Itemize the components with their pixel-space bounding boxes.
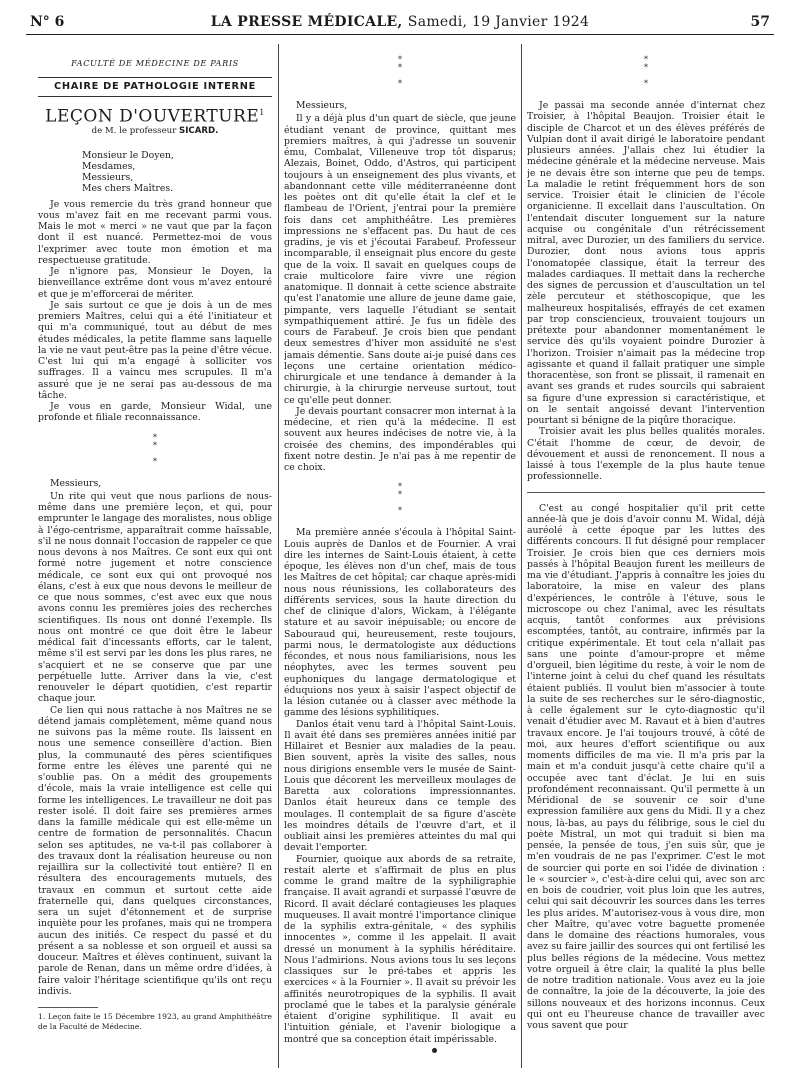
paragraph: Je n'ignore pas, Monsieur le Doyen, la bienveillance extrême dont vous m'avez entouré et que je m'efforcerai de mériter.	[38, 266, 272, 300]
footnote-rule	[38, 1007, 98, 1008]
paragraph: Je passai ma seconde année d'internat chez Troisier, à l'hôpital Beaujon. Troisier était le disciple de Charcot et un des élèves préférés de Vulpian dont il avait dirigé le laboratoire pendant plusieurs années. J'allais chez lui étudier la médecine générale et la médecine nerveuse. Mais je ne devais être son interne que peu de temps. La maladie le retint fréquemment hors de son service. Troisier était le clinicien de l'école organicienne. Il excellait dans l'auscultation. On l'entendait discuter longuement sur la nature acquise ou congénitale d'un rétrécissement mitral, avec Durozier, un des familiers du service. Durozier, dont nous avions tous appris l'onomatopée classique, était la terreur des malades cardiaques. Il mettait dans la recherche des signes de percussion et d'auscultation un tel zèle percuteur et stéthoscopique, que les malheureux hospitalisés, effrayés de cet examen par trop consciencieux, trouvaient toujours un prétexte pour abandonner momentanément le service dès qu'ils voyaient poindre Durozier à l'horizon. Troisier n'aimait pas la médecine trop agissante et quand il fallait pratiquer une simple thoracentèse, son front se plissait, il ramenait en avant ses grands et rudes sourcils qui sabraient sa figure d'une expression si caractéristique, et on le sentait angoissé devant l'intervention pourtant si bénigne de la piqûre thoracique.	[527, 100, 765, 426]
paragraph: Danlos était venu tard à l'hôpital Saint-Louis. Il avait été dans ses premières années initié par Hillairet et Besnier aux maladies de la peau. Bien souvent, après la visite des salles, nous nous dirigions ensemble vers le musée de Saint-Louis que décorent les merveilleux moulages de Baretta aux colorations impressionnantes. Danlos était heureux dans ce temple des moulages. Il contemplait de sa figure d'ascète les moindres détails de l'œuvre d'art, et il oubliait ainsi les premières atteintes du mal qui devait l'emporter.	[284, 718, 516, 854]
paragraph: C'est au congé hospitalier qu'il prit cette année-là que je dois d'avoir connu M. Widal, déjà auréolé à cette époque par les luttes des différents concours. Il fut désigné pour remplacer Troisier. Je crois bien que ces derniers mois passés à l'hôpital Beaujon furent les meilleurs de ma vie d'étudiant. J'appris à connaître les joies du laboratoire, la mise en valeur des plans d'expériences, le contrôle à l'étuve, sous le microscope ou chez l'animal, avec les résultats acquis, tantôt conformes aux prévisions escomptées, tantôt, au contraire, infirmés par la critique expérimentale. Et tout cela n'allait pas sans une pointe d'amour-propre et même d'orgueil, bien légitime du reste, à voir le nom de l'interne joint à celui du chef quand les résultats étaient publiés. Il voulut bien m'associer à toute la suite de ses recherches sur le séro-diagnostic, à celle également sur le cyto-diagnostic qu'il venait d'étudier avec M. Ravaut et à bien d'autres travaux encore. Je l'ai toujours trouvé, à côté de moi, aux heures d'effort scientifique ou aux moments difficiles de ma vie. Il m'a pris par la main et m'a conduit jusqu'à cette chaire qu'il a occupée avec tant d'éclat. Je lui en suis profondément reconnaissant. Qu'il permette à un Méridional de se souvenir ce soir d'une expression familière aux gens du Midi. Il y a chez nous, là-bas, au pays du félibrige, sous le ciel du poète Mistral, un mot qui traduit si bien ma pensée, la pensée de tous, j'en suis sûr, que je m'en voudrais de ne pas l'exprimer. C'est le mot de sourcier qui porte en soi l'idée de divination : le « sourcier », c'est-à-dire celui qui, avec son arc en bois de coudrier, voit plus loin que les autres, celui qui sait découvrir les sources dans les terres les plus arides. M'autorisez-vous à vous dire, mon cher Maître, qu'avec votre baguette promenée dans le domaine des réactions humorales, vous avez su faire jaillir des sources qui ont fertilisé les plus belles régions de la médecine. Vous mettez votre orgueil à être clair, la qualité la plus belle de notre tradition nationale. Vous avez eu la joie de connaître, la joie de la découverte, la joie des sillons nouveaux et des horizons inconnus. Ceux qui ont eu l'heureuse chance de travailler avec vous savent que pour	[527, 502, 765, 1031]
issue-number: N° 6	[30, 14, 65, 30]
author-byline	[38, 126, 272, 137]
faculty-name: FACULTÉ DE MÉDECINE DE PARIS	[71, 58, 239, 68]
page-number: 57	[750, 14, 770, 30]
paragraph: Je sais surtout ce que je dois à un de mes premiers Maîtres, celui qui a été l'initiateur et qui m'a communiqué, tout au début de mes études médicales, la petite flamme sans laquelle la vie ne vaut peut-être pas la peine d'être vécue. C'est lui qui m'a engagé à solliciter vos suffrages. Il a vaincu mes scrupules. Il m'a assuré que je ne serai pas au-dessous de ma tâche.	[38, 299, 272, 401]
section-heading: Messieurs,	[50, 477, 102, 489]
column-3	[527, 44, 765, 1060]
section-rule	[527, 492, 765, 493]
journal-name: LA PRESSE MÉDICALE,	[210, 14, 403, 30]
column-divider-left	[278, 44, 279, 1068]
column-2	[284, 44, 516, 1060]
salutation	[38, 150, 272, 195]
section-separator-stars: * * *	[398, 482, 402, 516]
section-heading: Messieurs,	[296, 100, 348, 111]
byline-prefix: de M. le professeur	[91, 126, 177, 137]
paragraph: Je devais pourtant consacrer mon internat à la médecine, et rien qu'à la médecine. Il est souvent aux heures indécises de notre vie, à la croisée des chemins, des impondérables qui fixent notre destin. Je n'ai pas à me repentir de ce choix.	[284, 405, 516, 473]
paragraph: Je vous remercie du très grand honneur que vous m'avez fait en me recevant parmi vous. Mais le mot « merci » ne vaut que par la façon dont il est nuancé. Permettez-moi de vous l'exprimer avec toute mon émotion et ma respectueuse gratitude.	[38, 198, 272, 266]
footnote-marker: 1	[259, 107, 265, 117]
chair-title: CHAIRE DE PATHOLOGIE INTERNE	[38, 77, 272, 96]
paragraph: Ma première année s'écoula à l'hôpital Saint-Louis auprès de Danlos et de Fournier. A vrai dire les internes de Saint-Louis étaient, à cette époque, les élèves non d'un chef, mais de tous les Maîtres de cet hôpital; car chaque après-midi nous nous réunissions, les collaborateurs des différents services, sous la haute direction du chef de clinique d'alors, Wickam, à l'élégante stature et au savoir inépuisable; ou encore de Sabouraud qui, heureusement, reste toujours, parmi nous, le dermatologiste aux déductions fécondes, et nous nous familiarisions, nous les néophytes, avec les termes souvent peu euphoniques du langage dermatologique et éduquions nos yeux à saisir l'aspect objectif de la lésion cutanée ou à classer avec méthode la gamme des lésions syphilitiques.	[284, 527, 516, 719]
section-separator-stars: * * *	[398, 55, 402, 88]
paragraph: Troisier avait les plus belles qualités morales. C'était l'homme de cœur, de devoir, de dévouement et aussi de renoncement. Il nous a laissé à tous l'exemple de la plus haute tenue professionnelle.	[527, 426, 765, 483]
paragraph: Fournier, quoique aux abords de sa retraite, restait alerte et s'affirmait de plus en plus comme le grand maître de la syphiligraphie française. Il avait agrandi et surpassé l'œuvre de Ricord. Il avait déclaré contagieuses les plaques muqueuses. Il avait montré l'importance clinique de la syphilis extra-génitale, « des syphilis innocentes », comme il les appelait. Il avait dressé un monument à la syphilis héréditaire. Nous l'admirions. Nous avions tous lu ses leçons classiques sur le pré-tabes et appris les exercices « à la Fournier ». Il avait su prévoir les affinités neurotropiques de la syphilis. Il avait proclamé que le tabes et la paralysie générale étaient d'origine syphilitique. Il avait eu l'intuition géniale, et l'avenir biologique a montré que sa conception était impérissable.	[284, 853, 516, 1045]
salutation-line: Messieurs,	[82, 172, 134, 184]
lecture-title-text: LEÇON D'OUVERTURE	[45, 106, 260, 127]
lecture-title	[38, 106, 272, 127]
paragraph: Ce lien qui nous rattache à nos Maîtres ne se détend jamais complètement, même quand nous ne suivons pas la même route. Ils laissent en nous une semence conseillère d'action. Bien plus, la communauté des pères scientifiques forme entre les élèves une parenté qui ne s'oublie pas. On a médit des groupements d'école, mais la vraie intelligence est celle qui forme les intelligences. Le travailleur ne doit pas rester isolé. Il doit faire ses premières armes dans la famille médicale qui est elle-même un centre de formation de personnalités. Chacun selon ses aptitudes, ne va-t-il pas collaborer à des travaux dont la réalisation heureuse ou non rejaillira sur la collectivité tout entière? Il en résultera des encouragements mutuels, des travaux en commun et surtout cette aide fraternelle qui, dans quelques circonstances, sera un sujet d'étonnement et de surprise inquiète pour les profanes, mais qui ne trompera aucun des initiés. Ce respect du passé et du présent a sa noblesse et son orgueil et aussi sa douceur. Maîtres et élèves continuent, suivant la parole de Renan, dans un même ordre d'idées, à faire valoir l'héritage scientifique qu'ils ont reçu indivis.	[38, 704, 272, 997]
footnote: 1. Leçon faite le 15 Décembre 1923, au grand Amphithéâtre de la Faculté de Médecine.	[38, 1012, 272, 1031]
column-1	[38, 44, 272, 1060]
page-header	[26, 12, 774, 35]
salutation-line: Mes chers Maîtres.	[82, 183, 174, 195]
author-name: SICARD.	[179, 126, 219, 137]
paragraph: Il y a déjà plus d'un quart de siècle, que jeune étudiant venant de province, quittant mes premiers maîtres, à qui j'adresse un souvenir ému, Combalat, Villeneuve trop tôt disparus; Alezais, Boinet, Oddo, d'Astros, qui participent toujours à un enseignement des plus vivants, et abandonnant cette ville méditerranéenne dont les poètes ont dit qu'elle était la clef et le flambeau de l'Orient, j'entrai pour la première fois dans cet amphithéâtre. Les premières impressions ne s'effacent pas. Du haut de ces gradins, je vis et j'écoutai Farabeuf. Professeur incomparable, il enseignait plus encore du geste que de la voix. Il savait en quelques coups de craie multicolore faire vivre une région anatomique. Il donnait à cette science abstraite qu'est l'anatomie une allure de jeune dame gaie, pimpante, vers laquelle l'étudiant se sentait sympathiquement attiré. Je fus un fidèle des cours de Farabeuf. Je crois bien que pendant deux semestres d'hiver mon assiduité ne s'est jamais démentie. Sans doute ai-je puisé dans ces leçons une certaine orientation médico-chirurgicale et une tendance à demander à la chirurgie, à la chirurgie nerveuse surtout, tout ce qu'elle peut donner.	[284, 113, 516, 406]
section-separator-stars: * * *	[153, 432, 157, 466]
ink-dot	[432, 1048, 437, 1053]
section-separator-stars: * * *	[644, 55, 648, 88]
salutation-line: Mesdames,	[82, 160, 136, 172]
paragraph: Un rite qui veut que nous parlions de nous-même dans une première leçon, et qui, pour emprunter le langage des moralistes, nous oblige à l'égo-centrisme, apparaîtrait comme haïssable, s'il ne nous donnait l'occasion de rappeler ce que nous devons à nos Maîtres. Ce sont eux qui ont formé notre jugement et notre conscience médicale, ce sont eux qui ont provoqué nos élans, c'est à eux que nous devons le meilleur de ce que nous sommes, c'est avec eux que nous avons connu les premières joies des recherches scientifiques. Ils nous ont donné l'exemple. Ils nous ont montré ce que doit être le labeur médical fait d'incessants efforts, car le talent, même s'il est servi par les dons les plus rares, ne s'acquiert et ne se conserve que par une perpétuelle lutte. Arriver dans la vie, c'est renouveler le départ quotidien, c'est repartir chaque jour.	[38, 490, 272, 705]
column-divider-right	[521, 44, 522, 1068]
journal-title-line	[26, 14, 774, 30]
paragraph: Je vous en garde, Monsieur Widal, une profonde et filiale reconnaissance.	[38, 401, 272, 424]
salutation-line: Monsieur le Doyen,	[82, 149, 174, 161]
issue-date: Samedi, 19 Janvier 1924	[407, 14, 590, 30]
